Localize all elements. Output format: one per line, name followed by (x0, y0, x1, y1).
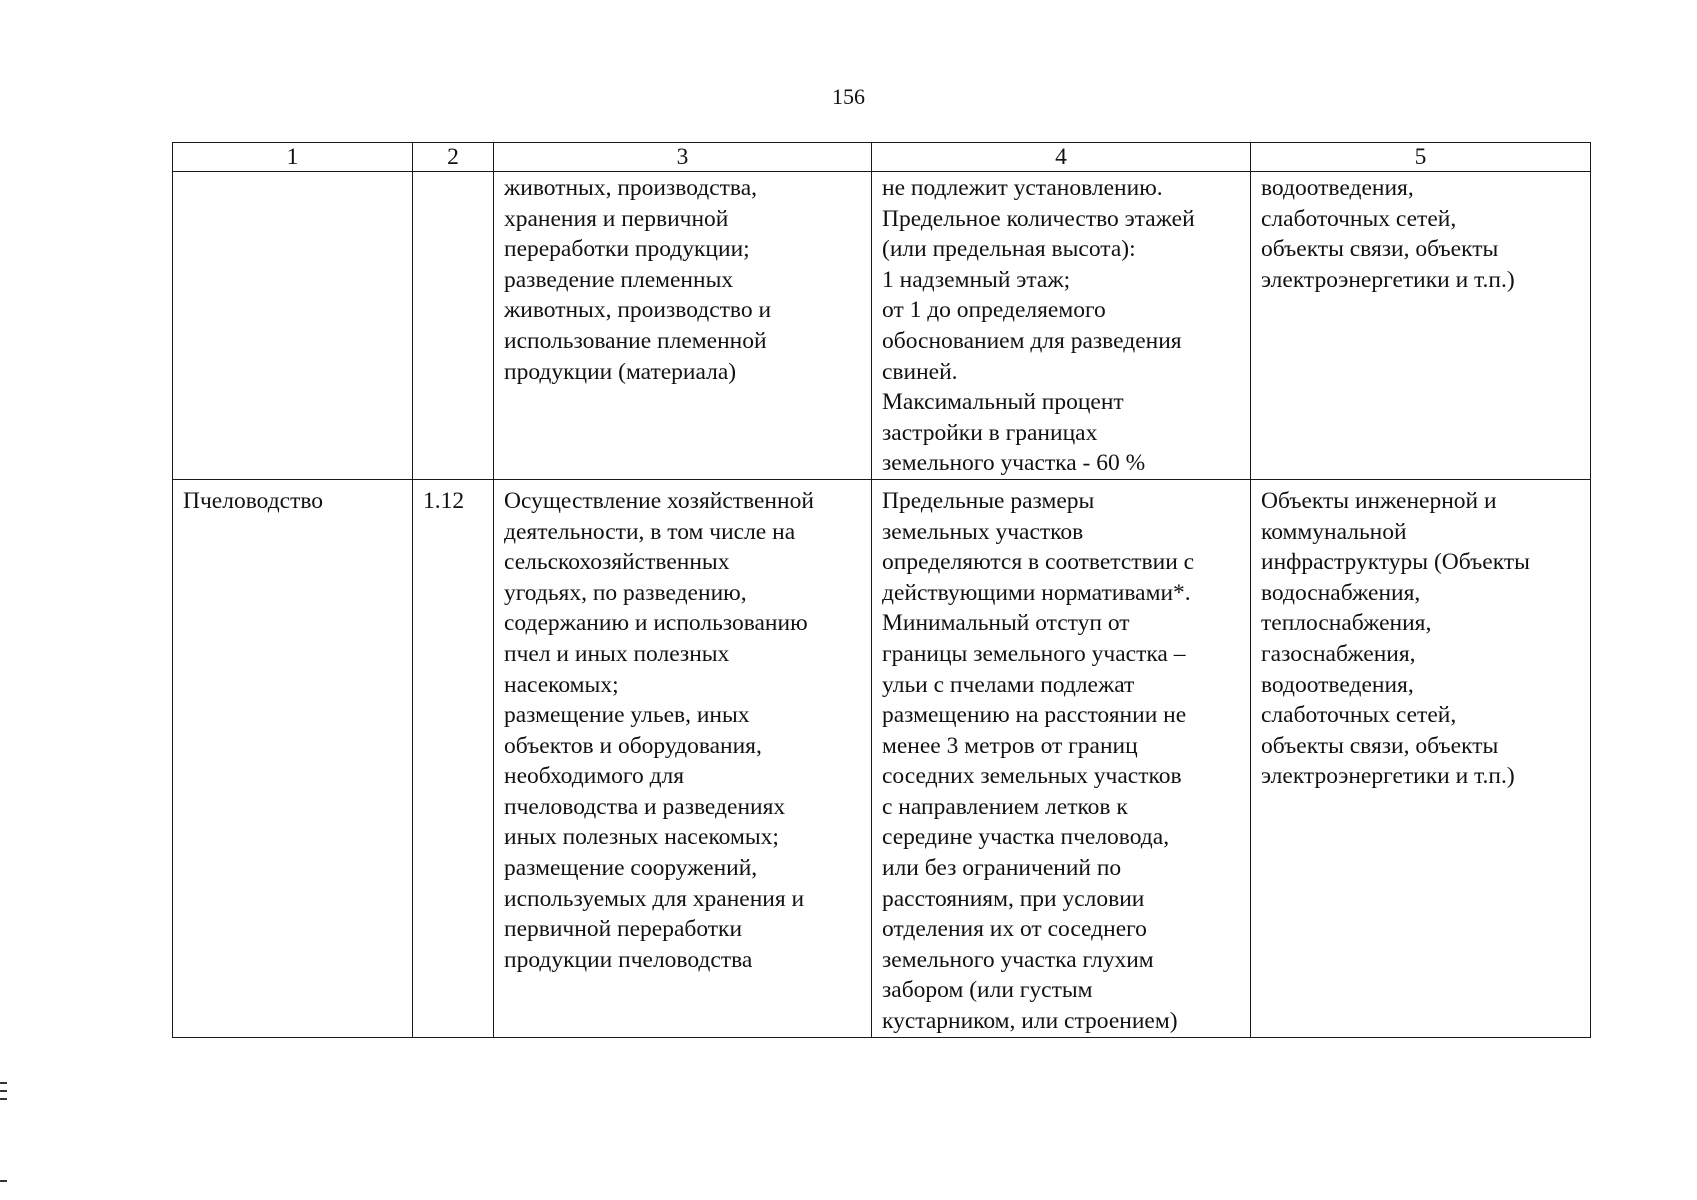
cell-text-line: соседних земельных участков (882, 763, 1182, 790)
cell-text-line: электроэнергетики и т.п.) (1261, 266, 1515, 293)
cell-text-line: кустарником, или строением) (882, 1008, 1178, 1035)
cell-text-line: коммунальной (1261, 518, 1407, 545)
cell-text-line: Минимальный отступ от (882, 610, 1130, 637)
cell-text-line: от 1 до определяемого (882, 297, 1106, 324)
cell-text-line: определяются в соответствии с (882, 549, 1195, 576)
cell-use-code (413, 479, 494, 1037)
margin-binding-mark (0, 1082, 7, 1100)
cell-text-line: деятельности, в том числе на (504, 518, 796, 545)
cell-text-line: продукции пчеловодства (504, 946, 753, 973)
cell-text-line: водоснабжения, (1261, 579, 1421, 606)
cell-auxiliary-uses (1251, 172, 1591, 480)
cell-use-description (494, 479, 872, 1037)
cell-text-line: использование племенной (504, 327, 767, 354)
cell-text-line: иных полезных насекомых; (504, 824, 779, 851)
cell-text-line: Пчеловодство (183, 487, 324, 514)
cell-text-line: разведение племенных (504, 266, 734, 293)
cell-text-line: размещение сооружений, (504, 855, 758, 882)
cell-auxiliary-uses (1251, 479, 1591, 1037)
cell-text-line: не подлежит установлению. (882, 175, 1163, 201)
cell-text-line: Максимальный процент (882, 389, 1124, 416)
cell-text-line: ульи с пчелами подлежат (882, 671, 1135, 698)
table-header-row (173, 143, 1591, 172)
cell-text-line: хранения и первичной (504, 205, 729, 232)
cell-use-name (173, 172, 413, 480)
cell-text-line: сельскохозяйственных (504, 549, 730, 576)
page-number: 156 (832, 84, 865, 109)
zoning-table (172, 142, 1591, 1038)
cell-text-line: пчел и иных полезных (504, 640, 730, 667)
column-header-3: 3 (494, 143, 872, 172)
cell-text-line: земельных участков (882, 518, 1084, 545)
cell-text-line: отделения их от соседнего (882, 916, 1147, 943)
cell-text-line: слаботочных сетей, (1261, 702, 1457, 729)
cell-text-line: забором (или густым (882, 977, 1093, 1004)
cell-use-code (413, 172, 494, 480)
cell-text-line: Предельные размеры (882, 487, 1095, 514)
cell-text-line: границы земельного участка – (882, 640, 1186, 667)
cell-text-line: Объекты инженерной и (1261, 487, 1497, 514)
cell-text-line: Осуществление хозяйственной (504, 487, 814, 514)
cell-text-line: инфраструктуры (Объекты (1261, 549, 1530, 576)
cell-text-line: или без ограничений по (882, 855, 1122, 882)
cell-text-line: водоотведения, (1261, 671, 1414, 698)
column-header-2: 2 (413, 143, 494, 172)
cell-text-line: водоотведения, (1261, 175, 1414, 201)
cell-text-line: насекомых; (504, 671, 619, 698)
cell-text-line: менее 3 метров от границ (882, 732, 1138, 759)
cell-text-line: земельного участка глухим (882, 946, 1154, 973)
cell-text-line: размещению на расстоянии не (882, 702, 1187, 729)
cell-text-line: объекты связи, объекты (1261, 236, 1499, 263)
cell-use-name (173, 479, 413, 1037)
cell-text-line: газоснабжения, (1261, 640, 1416, 667)
cell-text-line: пчеловодства и разведениях (504, 793, 786, 820)
cell-text-line: электроэнергетики и т.п.) (1261, 763, 1515, 790)
cell-text-line: застройки в границах (882, 419, 1098, 446)
column-header-4: 4 (872, 143, 1251, 172)
cell-text-line: размещение ульев, иных (504, 702, 750, 729)
column-header-5: 5 (1251, 143, 1591, 172)
cell-text-line: расстояниям, при условии (882, 885, 1145, 912)
cell-text-line: 1.12 (423, 487, 465, 514)
cell-text-line: с направлением летков к (882, 793, 1128, 820)
cell-text-line: земельного участка - 60 % (882, 450, 1146, 477)
cell-text-line: переработки продукции; (504, 236, 750, 263)
cell-text-line: необходимого для (504, 763, 685, 790)
cell-text-line: животных, производства, (504, 175, 758, 201)
cell-use-description (494, 172, 872, 480)
column-header-1: 1 (173, 143, 413, 172)
cell-text-line: середине участка пчеловода, (882, 824, 1170, 851)
cell-text-line: обоснованием для разведения (882, 327, 1182, 354)
cell-text-line: объекты связи, объекты (1261, 732, 1499, 759)
cell-text-line: содержанию и использованию (504, 610, 808, 637)
cell-text-line: теплоснабжения, (1261, 610, 1432, 637)
cell-parameters (872, 172, 1251, 480)
cell-text-line: свиней. (882, 358, 958, 385)
cell-text-line: 1 надземный этаж; (882, 266, 1071, 293)
cell-parameters (872, 479, 1251, 1037)
cell-text-line: Предельное количество этажей (882, 205, 1195, 232)
cell-text-line: первичной переработки (504, 916, 743, 943)
cell-text-line: слаботочных сетей, (1261, 205, 1457, 232)
table-row-continuation (173, 172, 1591, 480)
table-row-beekeeping (173, 479, 1591, 1037)
cell-text-line: объектов и оборудования, (504, 732, 762, 759)
cell-text-line: угодьях, по разведению, (504, 579, 747, 606)
cell-text-line: используемых для хранения и (504, 885, 805, 912)
cell-text-line: продукции (материала) (504, 358, 737, 385)
margin-dash-mark (0, 1180, 7, 1182)
cell-text-line: животных, производство и (504, 297, 772, 324)
cell-text-line: (или предельная высота): (882, 236, 1136, 263)
cell-text-line: действующими нормативами*. (882, 579, 1191, 606)
